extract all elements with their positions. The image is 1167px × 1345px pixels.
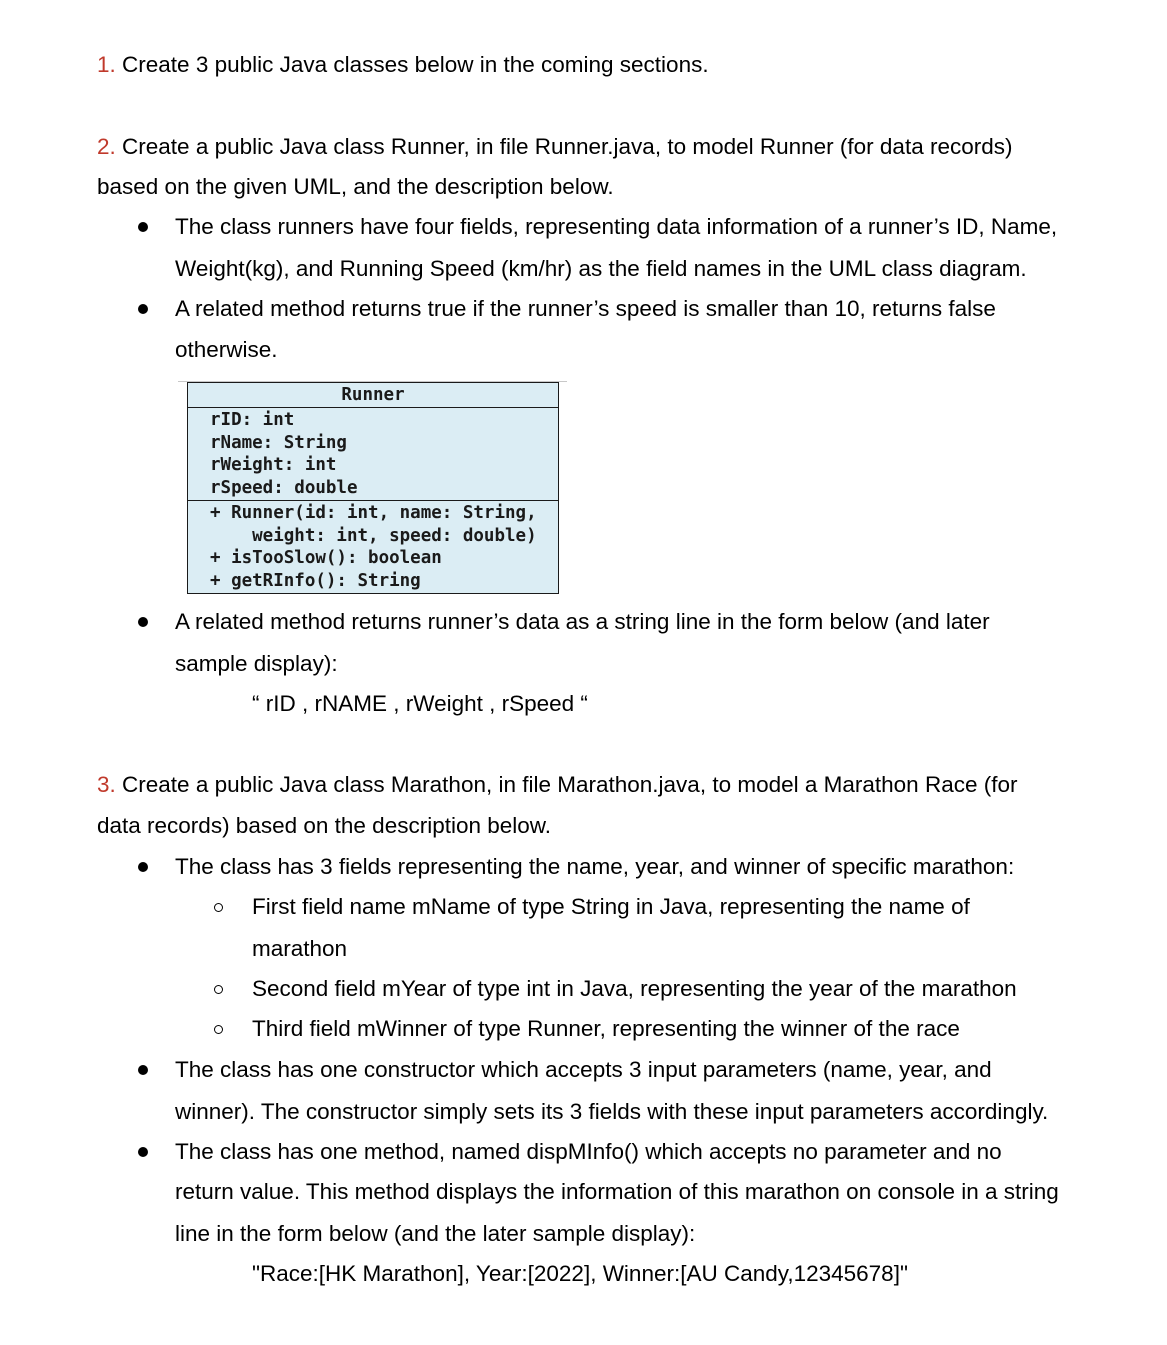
item-2-bullet-3-line1: A related method returns runner’s data as a string line in the form below (and later (175, 609, 990, 634)
item-3-text-line2: data records) based on the description below. (97, 813, 552, 838)
item-3-bullet-1-line1: The class has 3 fields representing the name, year, and winner of specific marathon: (175, 854, 1015, 879)
uml-attribute: rSpeed: double (210, 477, 358, 498)
item-2-bullet-3-line2: sample display): (175, 651, 338, 676)
uml-operation: + isTooSlow(): boolean (210, 548, 442, 568)
item-3-text-line1: Create a public Java class Marathon, in file Marathon.java, to model a Marathon Race (for (122, 772, 1018, 797)
uml-class-diagram (187, 382, 559, 594)
circle-bullet-icon (214, 903, 223, 912)
item-3-sub-3-line1: Third field mWinner of type Runner, representing the winner of the race (252, 1016, 960, 1041)
item-1 (97, 51, 709, 79)
item-2-bullet-2-line1: A related method returns true if the runner’s speed is smaller than 10, returns false (175, 296, 996, 321)
uml-attribute: rName: String (210, 432, 347, 453)
bullet-icon (138, 862, 148, 872)
marathon-format-example: "Race:[HK Marathon], Year:[2022], Winner:[AU Candy,12345678]" (252, 1261, 908, 1286)
uml-operations (188, 501, 558, 593)
item-1-text: Create 3 public Java classes below in the coming sections. (122, 52, 709, 77)
item-2-text-line1: Create a public Java class Runner, in file Runner.java, to model Runner (for data records) (122, 134, 1013, 159)
bullet-icon (138, 222, 148, 232)
uml-attributes (188, 408, 558, 501)
item-3-bullet-2-line1: The class has one constructor which accepts 3 input parameters (name, year, and (175, 1057, 992, 1082)
item-2-bullet-2-line2: otherwise. (175, 337, 278, 362)
item-3-line1 (97, 771, 1017, 799)
bullet-icon (138, 1147, 148, 1157)
item-3-bullet-3-line3: line in the form below (and the later sample display): (175, 1221, 696, 1246)
item-3-number: 3. (97, 772, 116, 797)
circle-bullet-icon (214, 985, 223, 994)
item-3-bullet-3-line2: return value. This method displays the information of this marathon on console in a string (175, 1179, 1059, 1204)
item-1-number: 1. (97, 52, 116, 77)
item-3-bullet-3-line1: The class has one method, named dispMInfo() which accepts no parameter and no (175, 1139, 1002, 1164)
uml-attribute: rWeight: int (210, 455, 337, 475)
item-2-number: 2. (97, 134, 116, 159)
bullet-icon (138, 617, 148, 627)
item-2-bullet-1-line1: The class runners have four fields, representing data information of a runner’s ID, Name, (175, 214, 1058, 239)
circle-bullet-icon (214, 1025, 223, 1034)
item-2-line1 (97, 133, 1012, 161)
uml-class-name: Runner (188, 383, 558, 408)
uml-operation: + getRInfo(): String (210, 570, 421, 591)
uml-operation: + Runner(id: int, name: String, (210, 503, 537, 523)
bullet-icon (138, 304, 148, 314)
item-3-bullet-2-line2: winner). The constructor simply sets its 3 fields with these input parameters accordingly. (175, 1099, 1049, 1124)
item-3-sub-1-line2: marathon (252, 936, 348, 961)
item-3-sub-1-line1: First field name mName of type String in Java, representing the name of (252, 894, 970, 919)
item-2-text-line2: based on the given UML, and the description below. (97, 174, 614, 199)
item-2-bullet-1-line2: Weight(kg), and Running Speed (km/hr) as the field names in the UML class diagram. (175, 256, 1027, 281)
bullet-icon (138, 1065, 148, 1075)
uml-operation: weight: int, speed: double) (210, 525, 537, 546)
runner-format-example: “ rID , rNAME , rWeight , rSpeed “ (252, 691, 588, 716)
uml-attribute: rID: int (210, 410, 295, 430)
item-3-sub-2-line1: Second field mYear of type int in Java, representing the year of the marathon (252, 976, 1017, 1001)
